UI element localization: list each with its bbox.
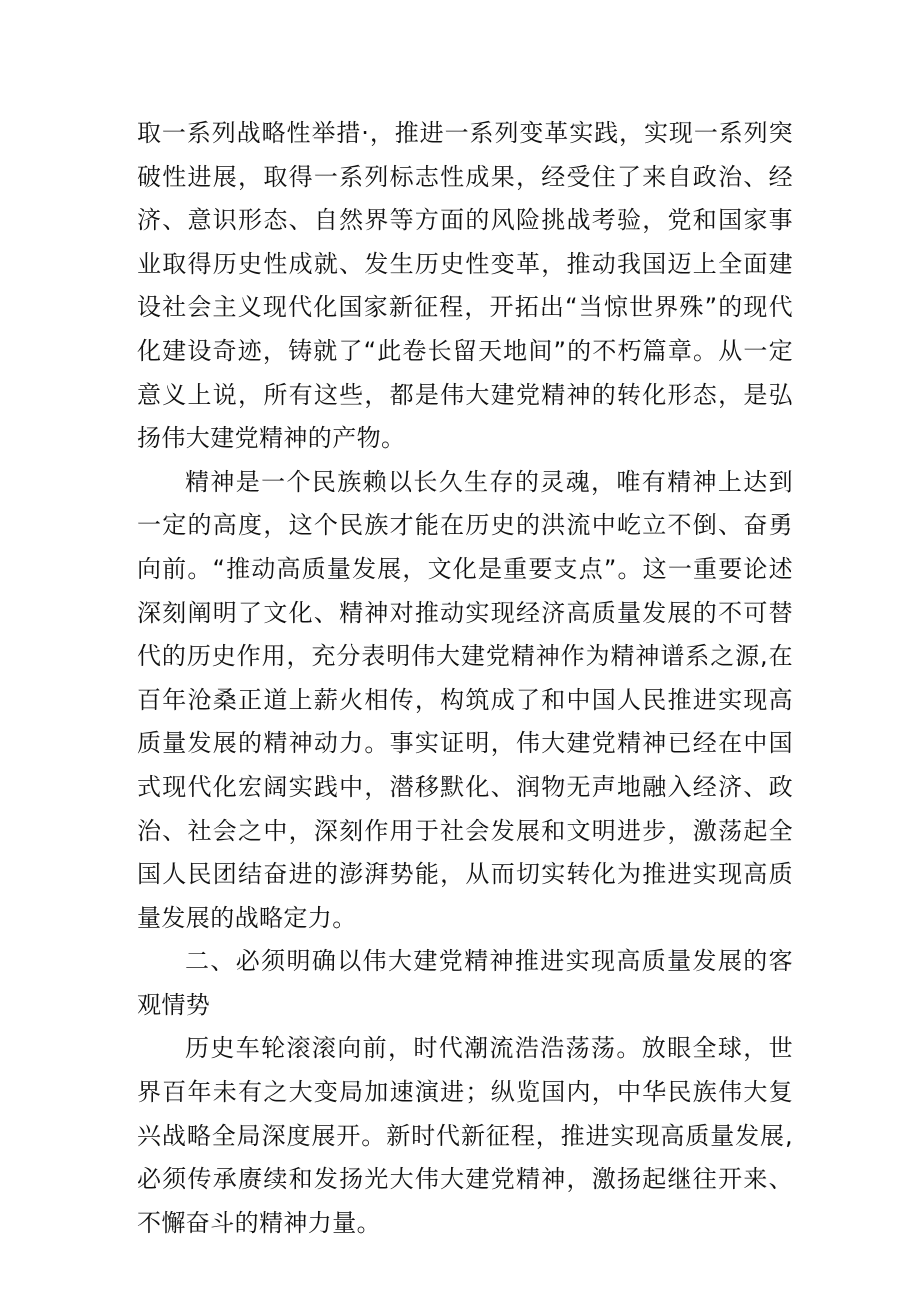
section-heading-2: 二、必须明确以伟大建党精神推进实现高质量发展的客观情势 — [137, 947, 793, 1019]
paragraph-history: 历史车轮滚滚向前，时代潮流浩浩荡荡。放眼全球，世界百年未有之大变局加速演进；纵览国内，中华民族伟大复兴战略全局深度展开。新时代新征程，推进实现高质量发展,必须传承赓续和发扬光大伟大建党精神，激扬起继往开来、不懈奋斗的精神力量。 — [137, 1034, 793, 1237]
document-body — [137, 112, 793, 1245]
paragraph-continuation: 取一系列战略性举措·，推进一系列变革实践，实现一系列突破性进展，取得一系列标志性成果，经受住了来自政治、经济、意识形态、自然界等方面的风险挑战考验，党和国家事业取得历史性成就、发生历史性变革，推动我国迈上全面建设社会主义现代化国家新征程，开拓出“当惊世界殊”的现代化建设奇迹，铸就了“此卷长留天地间”的不朽篇章。从一定意义上说，所有这些，都是伟大建党精神的转化形态，是弘扬伟大建党精神的产物。 — [137, 119, 793, 453]
paragraph-spirit: 精神是一个民族赖以长久生存的灵魂，唯有精神上达到一定的高度，这个民族才能在历史的洪流中屹立不倒、奋勇向前。“推动高质量发展，文化是重要支点”。这一重要论述深刻阐明了文化、精神对推动实现经济高质量发展的不可替代的历史作用，充分表明伟大建党精神作为精神谱系之源,在百年沧桑正道上薪火相传，构筑成了和中国人民推进实现高质量发展的精神动力。事实证明，伟大建党精神已经在中国式现代化宏阔实践中，潜移默化、润物无声地融入经济、政治、社会之中，深刻作用于社会发展和文明进步，激荡起全国人民团结奋进的澎湃势能，从而切实转化为推进实现高质量发展的战略定力。 — [137, 467, 793, 932]
